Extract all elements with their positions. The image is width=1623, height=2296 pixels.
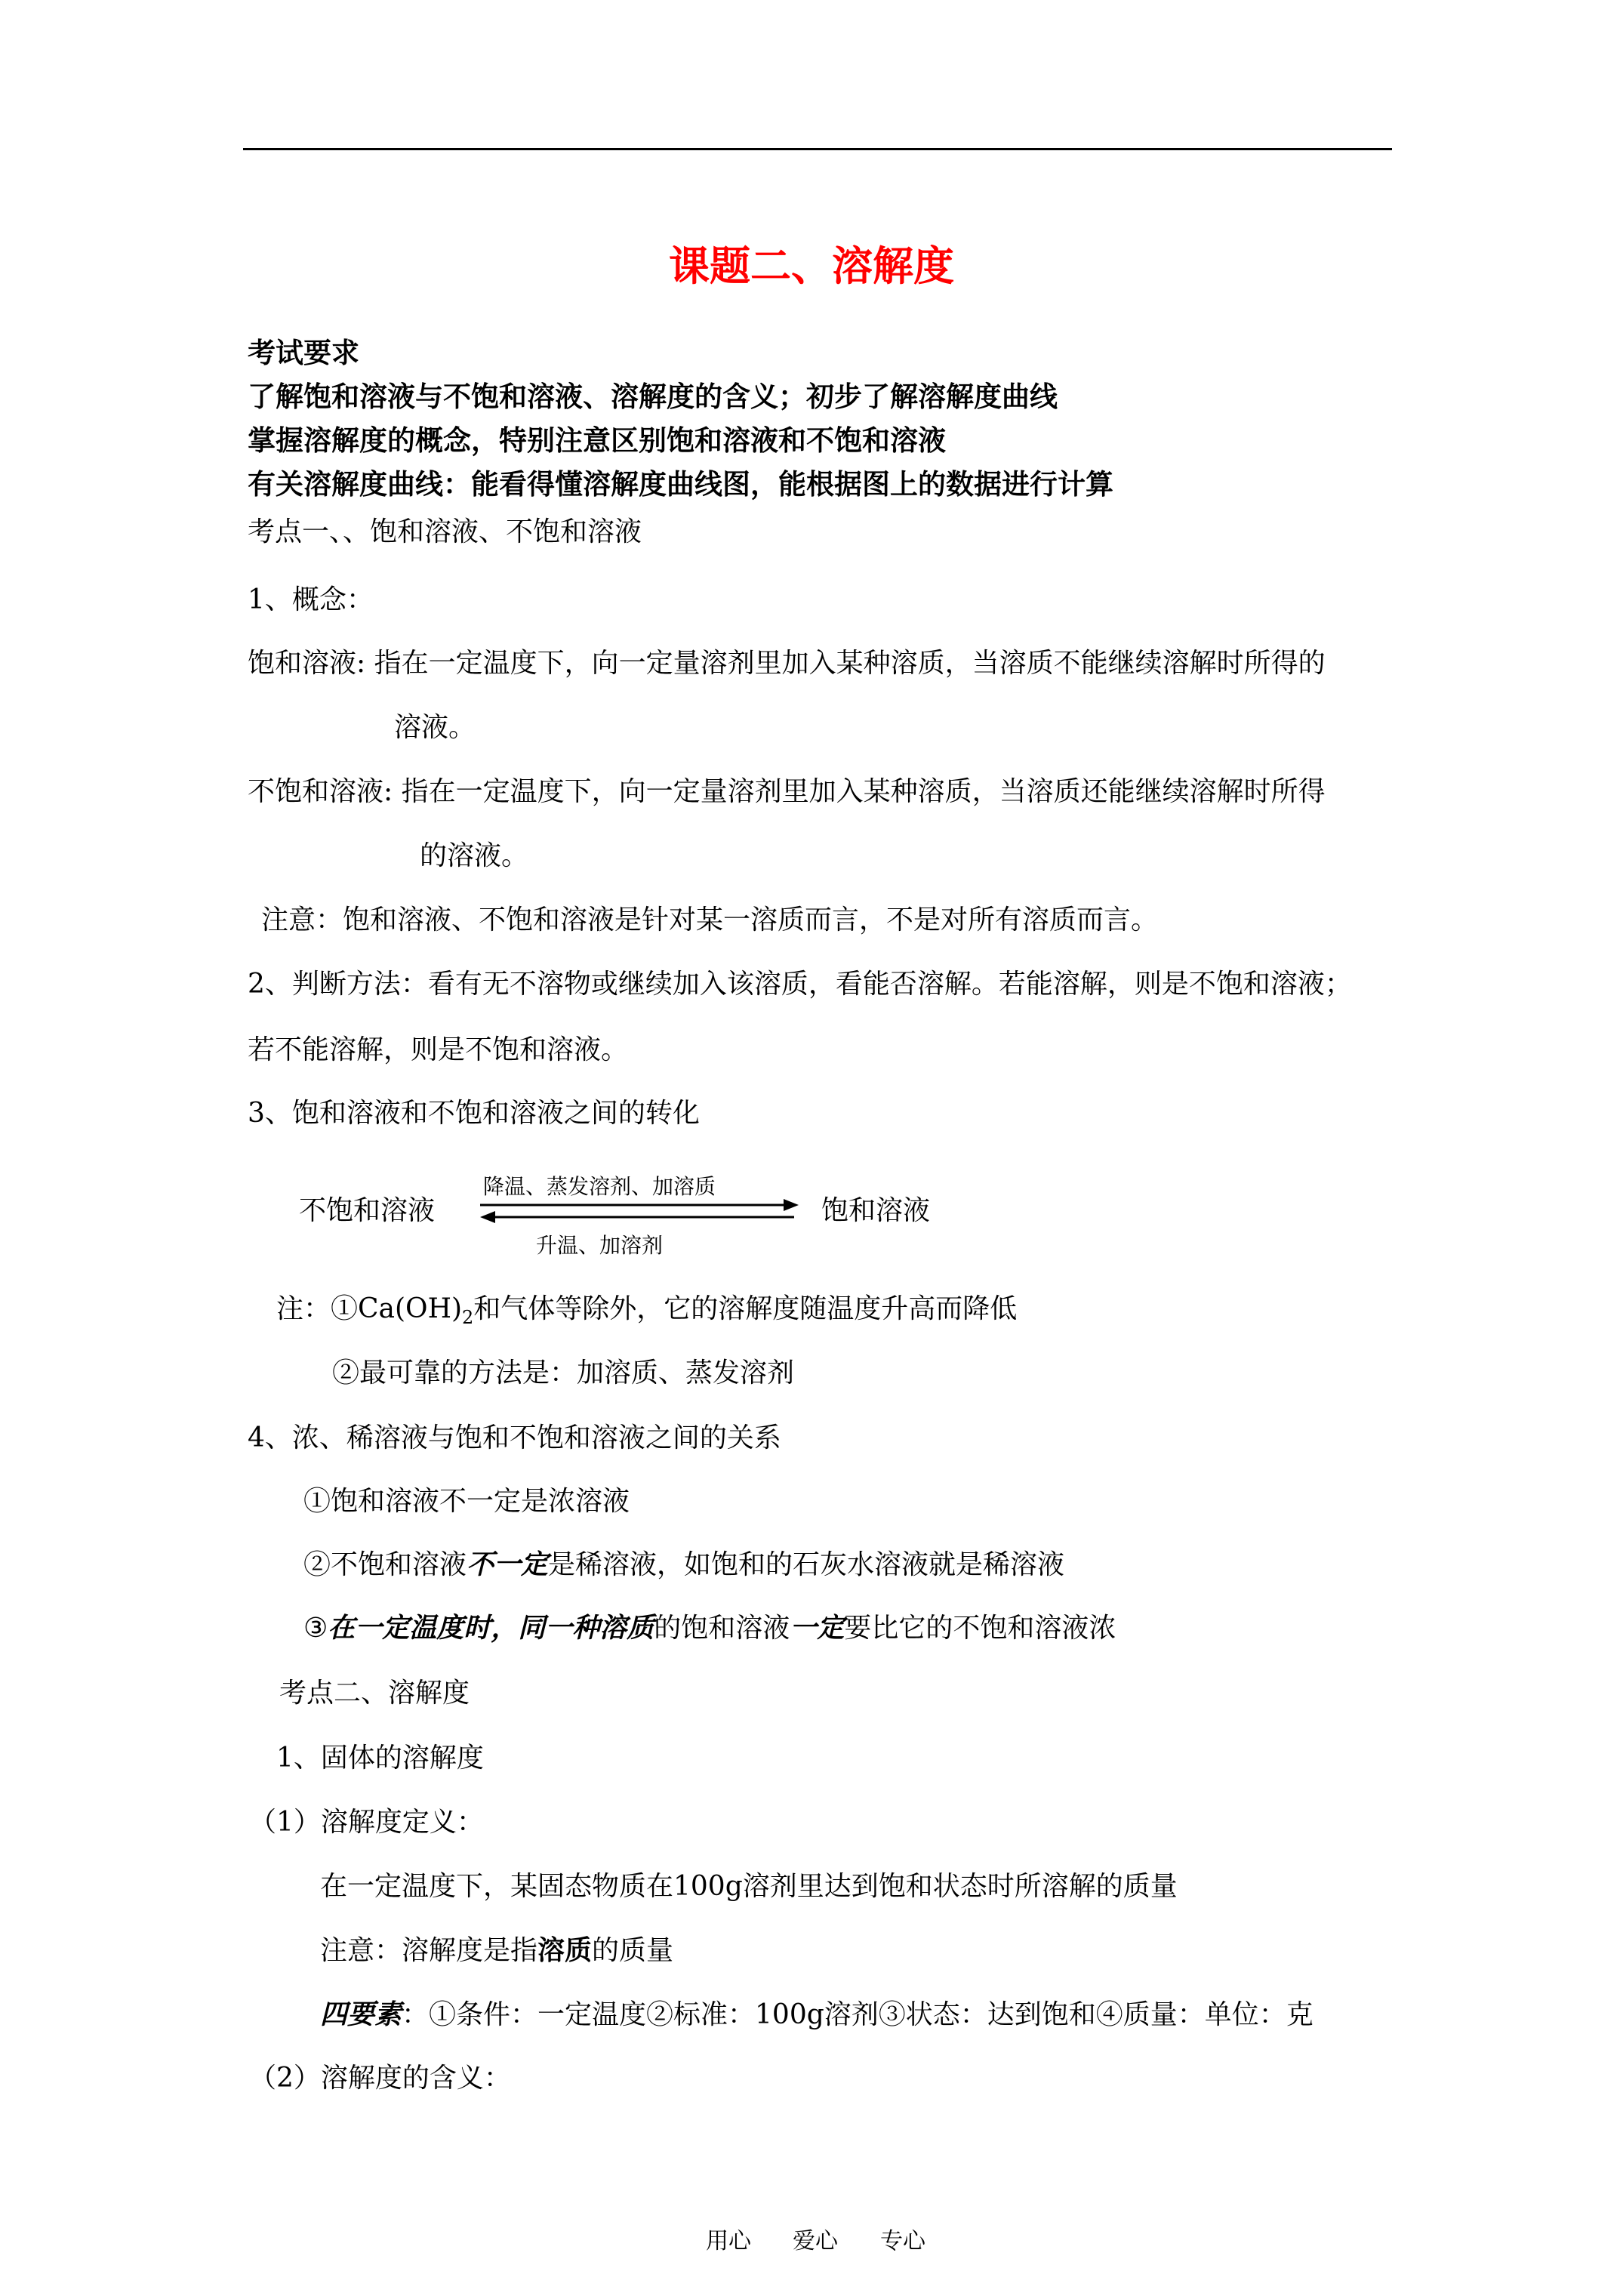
diagram-forward-label: 降温、蒸发溶剂、加溶质 — [483, 1174, 716, 1199]
relation-3-marker: ③ — [303, 1613, 328, 1644]
diagram-saturated-label: 饱和溶液 — [821, 1195, 931, 1226]
saturated-definition-line2: 溶液。 — [394, 712, 476, 743]
reverse-arrow-head — [480, 1211, 495, 1223]
relation-3-middle: 的饱和溶液 — [654, 1613, 790, 1644]
definition-heading: （1）溶解度定义： — [249, 1807, 484, 1838]
requirement-item: 了解饱和溶液与不饱和溶液、溶解度的含义；初步了解溶解度曲线 — [248, 380, 1058, 413]
relation-3-emphasis-1: 在一定温度时，同一种溶质 — [328, 1612, 654, 1644]
footer-word: 专心 — [880, 2228, 925, 2254]
footer-word: 爱心 — [793, 2228, 838, 2254]
footer-word: 用心 — [706, 2228, 751, 2254]
forward-arrow-head — [784, 1199, 799, 1211]
solubility-note-start: 注意：溶解度是指 — [320, 1935, 538, 1966]
relation-3-end: 要比它的不饱和溶液浓 — [844, 1613, 1116, 1644]
concept-heading: 1、概念： — [248, 584, 374, 615]
point1-heading: 考点一、、饱和溶液、不饱和溶液 — [248, 516, 642, 547]
note-calcium-hydroxide — [276, 1287, 1017, 1328]
relation-2-end: 是稀溶液，如饱和的石灰水溶液就是稀溶液 — [548, 1549, 1065, 1580]
judge-method-line1: 2、判断方法：看有无不溶物或继续加入该溶质，看能否溶解。若能溶解，则是不饱和溶液； — [248, 969, 1352, 1000]
conversion-heading: 3、饱和溶液和不饱和溶液之间的转化 — [248, 1098, 700, 1129]
relation-2-emphasis: 不一定 — [467, 1549, 549, 1580]
judge-method-line2: 若不能溶解，则是不饱和溶液。 — [248, 1034, 629, 1065]
point2-heading: 考点二、溶解度 — [279, 1678, 470, 1709]
exam-requirements-heading: 考试要求 — [248, 336, 359, 369]
note-reliable-method: ②最可靠的方法是：加溶质、蒸发溶剂 — [332, 1358, 795, 1388]
note-calcium-suffix: 和气体等除外，它的溶解度随温度升高而降低 — [473, 1293, 1018, 1324]
header-rule — [243, 148, 1392, 150]
conversion-arrows — [477, 1196, 802, 1226]
unsaturated-definition-line1 — [248, 770, 1326, 809]
solubility-note — [320, 1929, 673, 1968]
note-line: 注意：饱和溶液、不饱和溶液是针对某一溶质而言，不是对所有溶质而言。 — [261, 905, 1159, 935]
solid-solubility-heading: 1、固体的溶解度 — [276, 1743, 484, 1774]
note-calcium-subscript: 2 — [462, 1307, 474, 1328]
relation-item-3 — [303, 1607, 1116, 1645]
requirement-item: 有关溶解度曲线：能看得懂溶解度曲线图，能根据图上的数据进行计算 — [248, 467, 1113, 501]
four-elements — [320, 1993, 1313, 2032]
unsaturated-definition-text: 指在一定温度下，向一定量溶剂里加入某种溶质，当溶质还能继续溶解时所得 — [401, 776, 1326, 807]
four-elements-text: ：①条件：一定温度②标准：100g溶剂③状态：达到饱和④质量：单位：克 — [402, 1999, 1313, 2030]
requirement-item: 掌握溶解度的概念，特别注意区别饱和溶液和不饱和溶液 — [248, 424, 946, 457]
diagram-unsaturated-label: 不饱和溶液 — [299, 1195, 436, 1226]
diagram-reverse-label: 升温、加溶剂 — [536, 1233, 664, 1258]
solubility-note-emphasis: 溶质 — [537, 1934, 593, 1966]
relation-3-emphasis-2: 一定 — [790, 1612, 845, 1644]
unsaturated-term: 不饱和溶液: — [248, 776, 393, 807]
note-calcium-prefix: 注：①Ca(OH) — [276, 1293, 463, 1324]
relation-2-start: ②不饱和溶液 — [303, 1549, 467, 1580]
relation-item-1: ①饱和溶液不一定是浓溶液 — [303, 1486, 630, 1517]
saturated-definition-line1 — [248, 642, 1326, 680]
page-title: 课题二、溶解度 — [669, 242, 954, 290]
solubility-note-end: 的质量 — [592, 1935, 674, 1966]
relation-item-2 — [303, 1543, 1064, 1582]
unsaturated-definition-line2: 的溶液。 — [420, 840, 529, 871]
definition-text: 在一定温度下，某固态物质在100g溶剂里达到饱和状态时所溶解的质量 — [320, 1871, 1178, 1902]
relation-heading: 4、浓、稀溶液与饱和不饱和溶液之间的关系 — [248, 1422, 781, 1453]
saturated-definition-text: 指在一定温度下，向一定量溶剂里加入某种溶质，当溶质不能继续溶解时所得的 — [374, 648, 1326, 679]
saturated-term: 饱和溶液: — [248, 648, 366, 679]
meaning-heading: （2）溶解度的含义： — [249, 2063, 511, 2094]
four-elements-label: 四要素 — [320, 1999, 402, 2030]
